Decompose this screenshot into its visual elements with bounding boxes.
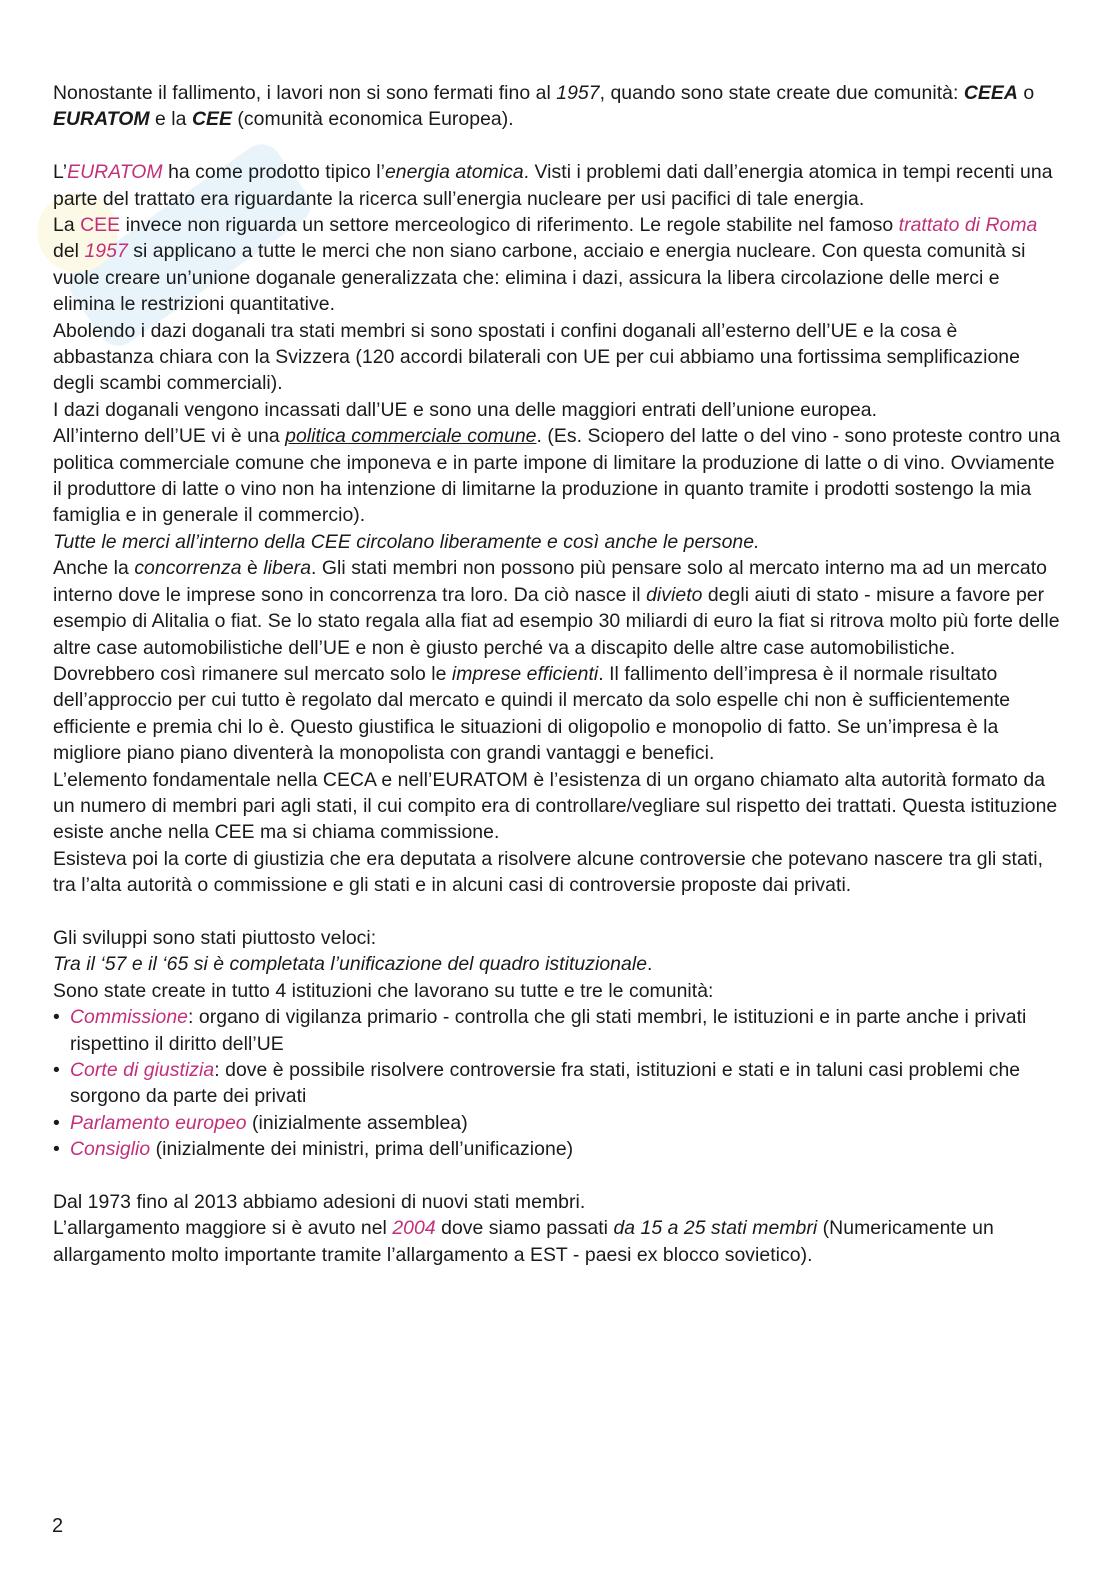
paragraph-adesioni: Dal 1973 fino al 2013 abbiamo adesioni di nuovi stati membri. (53, 1191, 586, 1214)
paragraph-istituzioni-intro: Sono state create in tutto 4 istituzioni che lavorano su tutte e tre le comunità: (53, 979, 714, 1002)
paragraph-libera-circolazione: Tutte le merci all’interno della CEE circolano liberamente e così anche le persone. (53, 530, 760, 553)
list-item-consiglio: • Consiglio (inizialmente dei ministri, prima dell’unificazione) (53, 1136, 1063, 1162)
paragraph-concorrenza: Anche la concorrenza è libera. Gli stati membri non possono più pensare solo al mercato interno ma ad un mercato interno dove le imprese sono in concorrenza tra loro. Da ciò nasce il divieto degli aiuti di stato - misure a favore per esempio di Alitalia o fiat. Se lo stato regala alla fiat ad esempio 30 miliardi di euro la fiat si ritrova molto più forte delle altre case automobilistiche dell’UE e non è giusto perché va a discapito delle altre case automobilistiche. (53, 557, 1060, 659)
paragraph-corte-giustizia: Esisteva poi la corte di giustizia che era deputata a risolvere alcune controversie che potevano nascere tra gli stati, tra l’alta autorità o commissione e gli stati e in alcuni casi di controversie proposte dai privati. (53, 847, 1044, 897)
paragraph-founding: Nonostante il fallimento, i lavori non si sono fermati fino al 1957, quando sono state create due comunità: CEEA o EURATOM e la CEE (comunità economica Europea). (53, 82, 1035, 131)
list-item-corte-giustizia: • Corte di giustizia: dove è possibile risolvere controversie fra stati, istituzioni e stati e in taluni casi problemi che sorgono da parte dei privati (53, 1057, 1063, 1110)
paragraph-euratom: L’EURATOM ha come prodotto tipico l’energia atomica. Visti i problemi dati dall’energia atomica in tempi recenti una parte del trattato era riguardante la ricerca sull’energia nucleare per usi pacifici di tale energia. (53, 161, 1053, 210)
paragraph-dazi-confini: Abolendo i dazi doganali tra stati membri si sono spostati i confini doganali all’esterno dell’UE e la cosa è abbastanza chiara con la Svizzera (120 accordi bilaterali con UE per cui abbiamo una fortissima semplificazione degli scambi commerciali). (53, 319, 1020, 395)
list-item-commissione: • Commissione: organo di vigilanza primario - controlla che gli stati membri, le istituzioni e in parte anche i privati rispettino il diritto dell’UE (53, 1004, 1063, 1057)
paragraph-alta-autorita: L’elemento fondamentale nella CECA e nell’EURATOM è l’esistenza di un organo chiamato alta autorità formato da un numero di membri pari agli stati, il cui compito era di controllare/vegliare sul rispetto dei trattati. Questa istituzione esiste anche nella CEE ma si chiama commissione. (53, 768, 1058, 844)
list-item-parlamento: • Parlamento europeo (inizialmente assemblea) (53, 1110, 1063, 1136)
paragraph-imprese-efficienti: Dovrebbero così rimanere sul mercato solo le imprese efficienti. Il fallimento dell’impresa è il normale risultato dell’approccio per cui tutto è regolato dal mercato e quindi il mercato da solo espelle chi non è sufficientemente efficiente e premia chi lo è. Questo giustifica le situazioni di oligopolio e monopolio di fatto. Se un’impresa è la migliore piano piano diventerà la monopolista con grandi vantaggi e benefici. (53, 662, 1011, 765)
paragraph-allargamento: L’allargamento maggiore si è avuto nel 2004 dove siamo passati da 15 a 25 stati membri (Numericamente un allargamento molto importante tramite l’allargamento a EST - paesi ex blocco sovietico). (53, 1217, 994, 1266)
page-number: 2 (52, 1515, 64, 1537)
paragraph-politica-commerciale: All’interno dell’UE vi è una politica commerciale comune. (Es. Sciopero del latte o del vino - sono proteste contro una politica commerciale comune che imponeva e in parte impone di limitare la produzione di latte o di vino. Ovviamente il produttore di latte o vino non ha intenzione di limitarne la produzione in quanto tramite i prodotti sostengo la mia famiglia e in generale il commercio). (53, 425, 1061, 527)
institutions-list (53, 1004, 1063, 1162)
document-body (53, 80, 1063, 1268)
paragraph-dazi-incassati: I dazi doganali vengono incassati dall’UE e sono una delle maggiori entrati dell’unione europea. (53, 398, 878, 421)
paragraph-sviluppi: Gli sviluppi sono stati piuttosto veloci: (53, 926, 377, 949)
paragraph-unificazione: Tra il ‘57 e il ‘65 si è completata l’unificazione del quadro istituzionale. (53, 953, 653, 976)
paragraph-cee: La CEE invece non riguarda un settore merceologico di riferimento. Le regole stabilite nel famoso trattato di Roma del 1957 si applicano a tutte le merci che non siano carbone, acciaio e energia nucleare. Con questa comunità si vuole creare un’unione doganale generalizzata che: elimina i dazi, assicura la libera circolazione delle merci e elimina le restrizioni quantitative. (53, 214, 1038, 316)
